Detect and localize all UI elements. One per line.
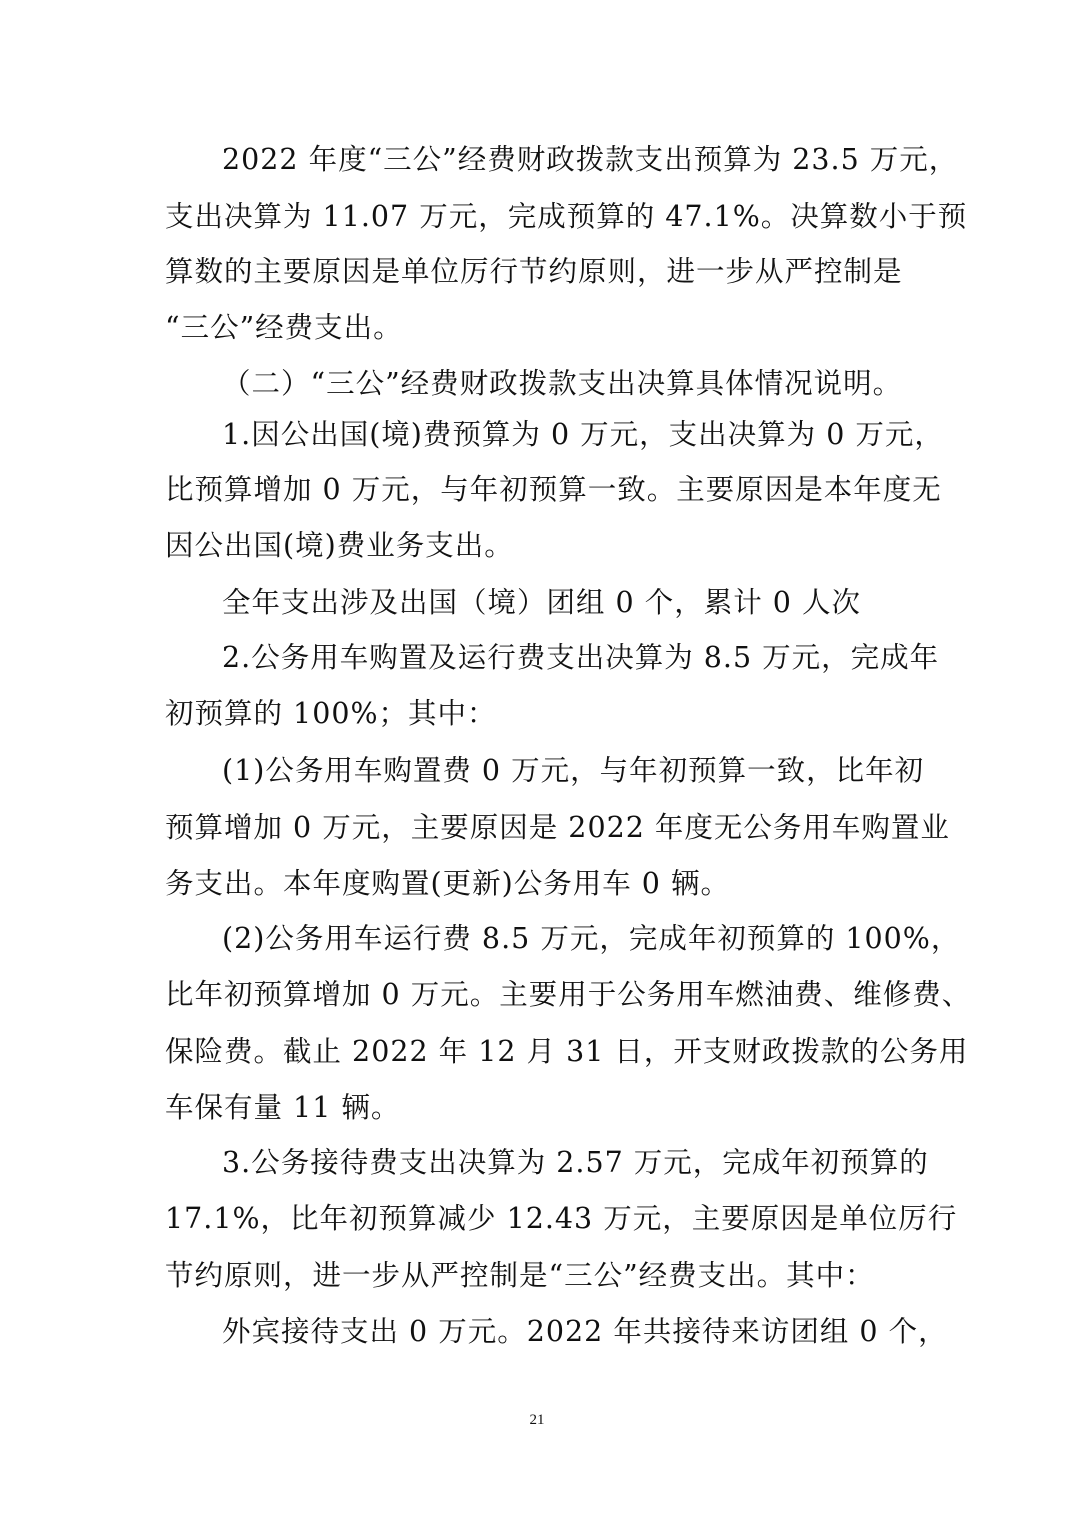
paragraph-line: 1.因公出国(境)费预算为 0 万元，支出决算为 0 万元， [222,418,944,451]
page-number: 21 [529,1412,545,1428]
section-heading: （二）“三公”经费财政拨款支出决算具体情况说明。 [222,367,903,400]
paragraph-line: 初预算的 100%；其中： [165,697,497,730]
paragraph-line: 算数的主要原因是单位厉行节约原则，进一步从严控制是 [165,255,903,288]
paragraph-line: 务支出。本年度购置(更新)公务用车 0 辆。 [165,867,730,900]
paragraph-line: 预算增加 0 万元，主要原因是 2022 年度无公务用车购置业 [165,811,950,844]
paragraph-line: 比年初预算增加 0 万元。主要用于公务用车燃油费、维修费、 [165,978,972,1011]
paragraph-line: 节约原则，进一步从严控制是“三公”经费支出。其中： [165,1259,875,1292]
paragraph-line: 17.1%，比年初预算减少 12.43 万元，主要原因是单位厉行 [165,1202,958,1235]
paragraph-line: 2022 年度“三公”经费财政拨款支出预算为 23.5 万元， [222,143,959,176]
paragraph-line: (2)公务用车运行费 8.5 万元，完成年初预算的 100%， [222,922,961,955]
paragraph-line: 3.公务接待费支出决算为 2.57 万元，完成年初预算的 [222,1146,929,1179]
paragraph-line: 因公出国(境)费业务支出。 [165,529,514,562]
paragraph-line: 支出决算为 11.07 万元，完成预算的 47.1%。决算数小于预 [165,200,968,233]
paragraph-line: 比预算增加 0 万元，与年初预算一致。主要原因是本年度无 [165,473,942,506]
paragraph-line: “三公”经费支出。 [165,311,403,344]
paragraph-line: 车保有量 11 辆。 [165,1091,401,1124]
paragraph-line: 2.公务用车购置及运行费支出决算为 8.5 万元，完成年 [222,641,940,674]
paragraph-line: 全年支出涉及出国（境）团组 0 个，累计 0 人次 [222,586,862,619]
paragraph-line: (1)公务用车购置费 0 万元，与年初预算一致，比年初 [222,754,925,787]
paragraph-line: 保险费。截止 2022 年 12 月 31 日，开支财政拨款的公务用 [165,1035,969,1068]
paragraph-line: 外宾接待支出 0 万元。2022 年共接待来访团组 0 个， [222,1315,948,1348]
